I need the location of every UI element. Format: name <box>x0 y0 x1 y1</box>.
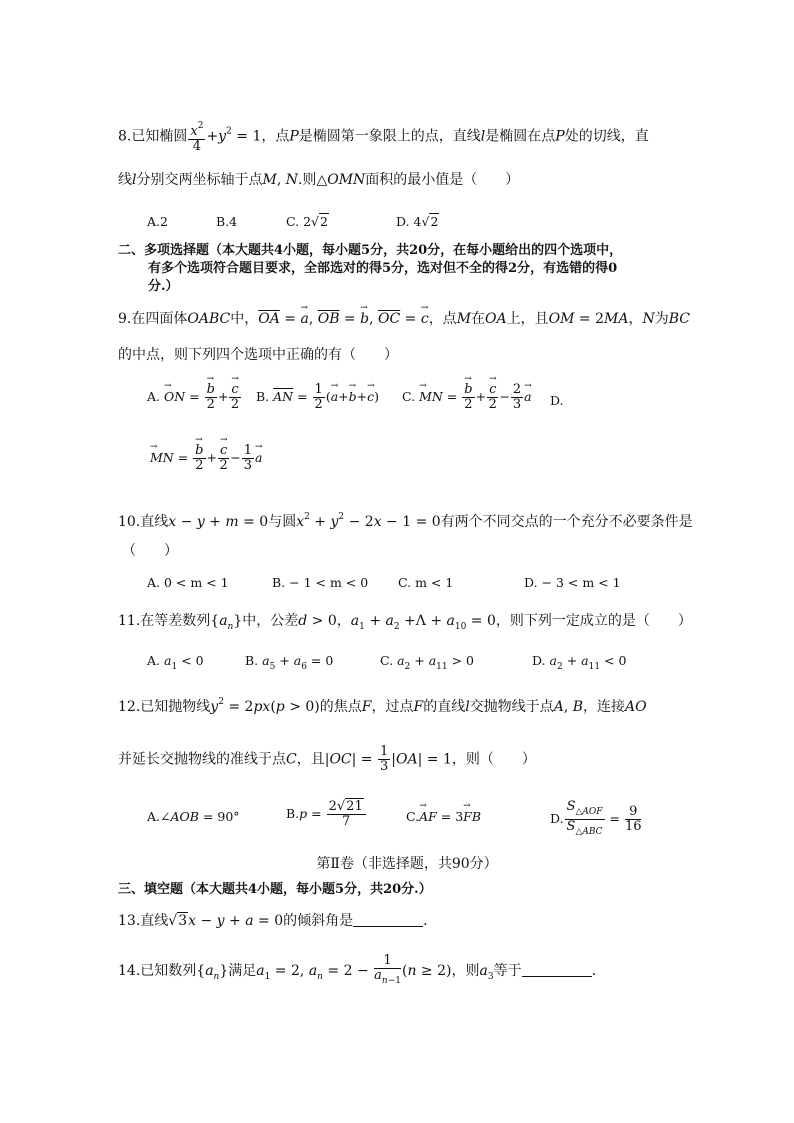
q10-option-a: A. 0 < m < 1 <box>147 575 229 590</box>
q8-option-d: D. 4√2 <box>396 214 439 229</box>
q8-option-c: C. 2√2 <box>286 214 328 229</box>
q12-option-d: D. $\frac{S_{\triangle AOF}}{S_{\triangle ABC}}$ = $\frac{9}{16}$ <box>550 799 642 837</box>
q12-line2: 并延长交抛物线的准线于点C，且|OC| = $\frac{1}{3}$ |OA| = 1，则（ ） <box>118 744 536 774</box>
q10-option-d: D. − 3 < m < 1 <box>524 575 621 590</box>
q14-line: 14.已知数列$\{a_n\}$满足$a_1 = 2$, $a_n = 2$ − $\frac{1}{a_{n-1}}$ (n ≥ 2)，则$a_3$等于 . <box>118 953 597 986</box>
q11-line1: 11.在等差数列$\{a_n\}$中，公差d > 0，$a_1 + a_2 +\Lambda + a_{10} = 0$，则下列一定成立的是（ ） <box>118 613 692 632</box>
part2-title: 第Ⅱ卷（非选择题，共90分） <box>316 856 498 872</box>
q12-option-c: C.→ AF = 3→ FB <box>406 808 481 826</box>
q13-answer-blank[interactable] <box>353 912 423 927</box>
section2-heading: 二、多项选择题（本大题共4小题，每小题5分，共20分，在每小题给出的四个选项中， <box>118 243 623 258</box>
q12-option-a: A.∠AOB = 90° <box>147 809 240 824</box>
q8-line1: 8.已知椭圆 $\frac{x^2}{4}$ $+y^2 = 1$，点P是椭圆第一象限上的点，直线l是椭圆在点P处的切线，直 <box>118 121 649 154</box>
section2-line3: 分.） <box>148 279 179 294</box>
q8-line2: 线l分别交两坐标轴于点M, N.则△OMN面积的最小值是（ ） <box>118 172 520 188</box>
q9-option-d-label: D. <box>550 393 564 408</box>
q9-option-c: C. → MN = → $\frac{b}{2}$ + → $\frac{c}{2}$ − $\frac{2}{3}$ → a <box>402 383 532 412</box>
q9-option-d: → MN = → $\frac{b}{2}$ + → $\frac{c}{2}$ − $\frac{1}{3}$ → a <box>150 444 262 473</box>
q10-line1: 10.直线x − y + m = 0与圆$x^2 + y^2 - 2x - 1 = 0$有两个不同交点的一个充分不必要条件是 <box>118 512 693 530</box>
section3-heading: 三、填空题（本大题共4小题，每小题5分，共20分.） <box>118 882 432 897</box>
q10-option-b: B. − 1 < m < 0 <box>272 575 369 590</box>
q10-option-c: C. m < 1 <box>398 575 454 590</box>
q11-option-d: D. $a_2 + a_{11} < 0$ <box>532 653 627 672</box>
section2-line2: 有多个选项符合题目要求，全部选对的得5分，选对但不全的得2分，有选错的得0 <box>148 261 618 276</box>
q11-option-b: B. $a_5 + a_6 = 0$ <box>245 653 334 672</box>
q9-option-b: B. $\overline{AN}$ = $\frac{1}{2}$ (→ a+→ b+→ c) <box>256 383 379 412</box>
q13-line: 13.直线√3x − y + a = 0的倾斜角是 . <box>118 913 428 929</box>
q12-option-b: B.p = $\frac{2√21}{7}$ <box>286 800 367 829</box>
q8-option-b: B.4 <box>216 214 238 229</box>
q9-option-a: A. → ON = → $\frac{b}{2}$ + → $\frac{c}{2}$ <box>147 383 242 412</box>
q11-option-c: C. $a_2 + a_{11} > 0$ <box>380 653 474 672</box>
q11-option-a: A. $a_1 < 0$ <box>147 653 204 672</box>
q8-option-a: A.2 <box>147 214 168 229</box>
q10-paren: （ ） <box>122 543 178 559</box>
q9-line1: 9.在四面体OABC中，$\overline{OA}$ = → a, $\overline{OB}$ = → b, $\overline{OC}$ = → c，点M在OA上，且OM = 2MA，N为BC <box>118 310 690 328</box>
q12-line1: 12.已知抛物线$y^2 = 2px(p > 0)$的焦点F，过点F的直线l交抛物线于点A, B，连接AO <box>118 697 647 715</box>
q9-line2: 的中点，则下列四个选项中正确的有（ ） <box>118 347 398 363</box>
q14-answer-blank[interactable] <box>522 962 592 977</box>
